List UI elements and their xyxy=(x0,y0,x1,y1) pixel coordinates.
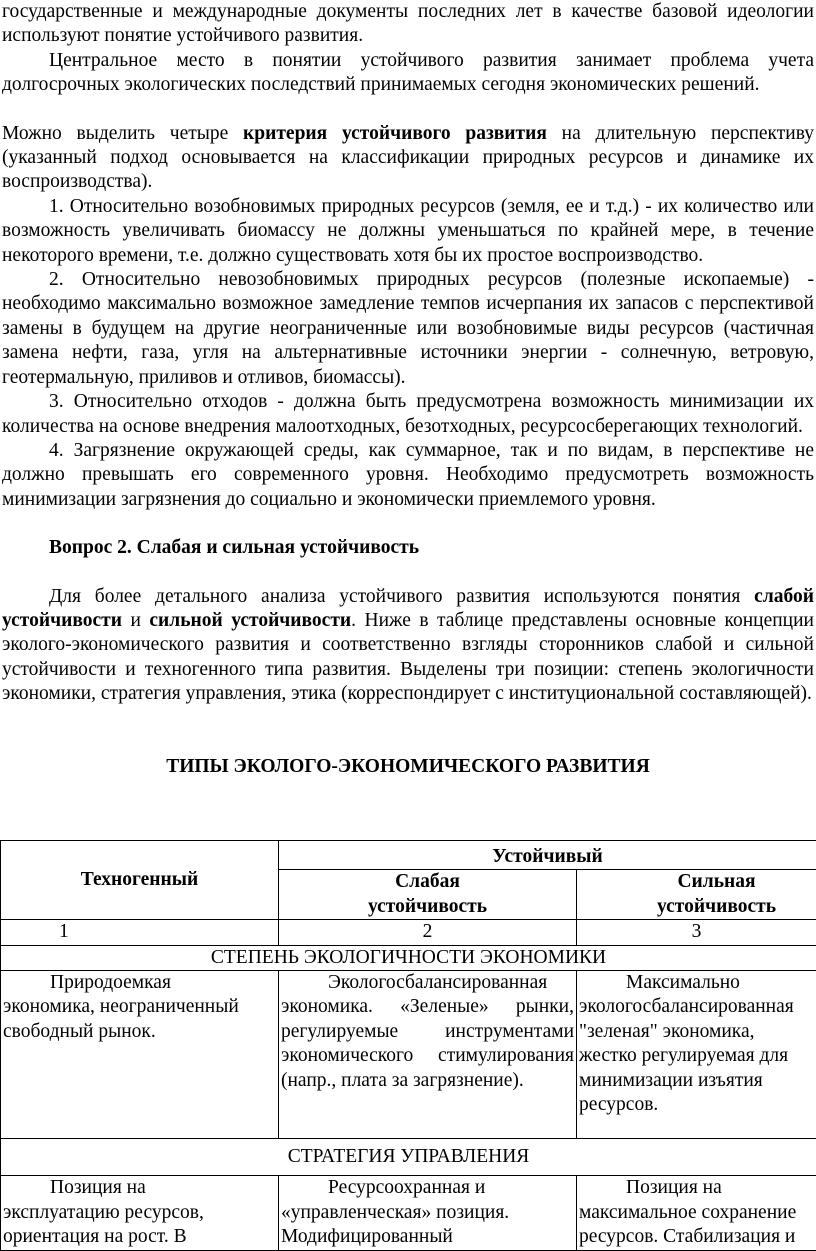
paragraph-weak-strong xyxy=(2,585,814,707)
header-strong xyxy=(577,870,816,920)
spacer xyxy=(2,512,814,536)
cell-line: Природоемкая xyxy=(3,971,276,995)
spacer xyxy=(2,707,814,731)
table-section-row xyxy=(1,1139,816,1176)
section-heading: Вопрос 2. Слабая и сильная устойчивость xyxy=(2,536,814,560)
section-ecology-degree: СТЕПЕНЬ ЭКОЛОГИЧНОСТИ ЭКОНОМИКИ xyxy=(1,945,816,970)
cell-line: Позиция на xyxy=(579,1176,814,1200)
cell-text: экономика, неограниченный свободный рынок. xyxy=(3,995,276,1044)
cell-weak-ecology xyxy=(279,971,577,1139)
cell-text: эксплуатацию ресурсов, ориентация на рост. В xyxy=(3,1201,276,1250)
criteria-term: критерия устойчивого развития xyxy=(243,123,547,144)
criteria-text-c: на длительную перспективу (указанный подход основывается на классификации природных ресурсов и динамике их воспроизводства). xyxy=(2,123,814,193)
cell-strong-strategy xyxy=(577,1176,816,1250)
ws-text-c: и xyxy=(122,610,149,631)
header-technogenic: Техногенный xyxy=(1,841,279,920)
criteria-item-3: 3. Относительно отходов - должна быть предусмотрена возможность минимизации их количества на основе внедрения малоотходных, безотходных, ресурсосберегающих технологий. xyxy=(2,390,814,439)
header-weak xyxy=(279,870,577,920)
header-strong-line2: устойчивость xyxy=(657,896,776,917)
table-section-row xyxy=(1,945,816,970)
paragraph-central: Центральное место в понятии устойчивого развития занимает проблема учета долгосрочных экологических последствий принимаемых сегодня экономических решений. xyxy=(2,49,814,98)
criteria-item-1: 1. Относительно возобновимых природных ресурсов (земля, ее и т.д.) - их количество или возможность увеличивать биомассу не должны уменьшаться по крайней мере, в течение некоторого времени, т.е. должно существовать хотя бы их простое воспроизводство. xyxy=(2,195,814,268)
cell-text: экологосбалансированная "зеленая" экономика, жестко регулируемая для минимизации изъятия ресурсов. xyxy=(579,995,814,1117)
header-weak-line1: Слабая xyxy=(395,871,460,892)
cell-text: максимальное сохранение ресурсов. Стабилизация и xyxy=(579,1201,814,1250)
cell-line: Позиция на xyxy=(3,1176,276,1200)
col-number-3: 3 xyxy=(577,920,816,945)
table-header-row-1 xyxy=(1,841,816,870)
ws-text-a: Для более детального анализа устойчивого развития используются понятия xyxy=(49,586,754,607)
cell-text: «управленческая» позиция. Модифицированный xyxy=(281,1201,574,1250)
header-strong-line1: Сильная xyxy=(677,871,755,892)
cell-weak-strategy xyxy=(279,1176,577,1250)
spacer xyxy=(2,561,814,585)
criteria-item-4: 4. Загрязнение окружающей среды, как суммарное, так и по видам, в перспективе не должно превышать его современного уровня. Необходимо предусмотреть возможность минимизации загрязнения до социально и экономически приемлемого уровня. xyxy=(2,439,814,512)
development-types-table xyxy=(0,840,816,1251)
paragraph-intro: государственные и международные документы последних лет в качестве базовой идеологии используют понятие устойчивого развития. xyxy=(2,0,814,49)
cell-text: экономика. «Зеленые» рынки, регулируемые инструментами экономического стимулирования (напр., плата за загрязнение). xyxy=(281,995,574,1093)
spacer xyxy=(2,731,814,755)
criteria-text-a: Можно выделить четыре xyxy=(2,123,243,144)
cell-strong-ecology xyxy=(577,971,816,1139)
spacer xyxy=(2,98,814,122)
section-management-strategy: СТРАТЕГИЯ УПРАВЛЕНИЯ xyxy=(1,1139,816,1176)
table-row xyxy=(1,971,816,1139)
ws-text-e: . Ниже в таблице представлены основные концепции эколого-экономического развития и соответственно взгляды сторонников слабой и сильной устойчивости и техногенного типа развития. Выделены три позиции: степень экологичности экономики, стратегия управления, этика (корреспондирует с институциональной составляющей). xyxy=(2,610,814,704)
cell-line: Ресурсоохранная и xyxy=(281,1176,574,1200)
header-weak-line2: устойчивость xyxy=(368,896,487,917)
table-number-row xyxy=(1,920,816,945)
cell-line: Максимально xyxy=(579,971,814,995)
cell-line: Экологосбалансированная xyxy=(281,971,574,995)
term-weak: слабой устойчивости xyxy=(2,586,814,631)
col-number-1: 1 xyxy=(1,920,279,945)
term-strong: сильной устойчивости xyxy=(149,610,351,631)
table-row xyxy=(1,1176,816,1250)
criteria-item-2: 2. Относительно невозобновимых природных ресурсов (полезные ископаемые) - необходимо максимально возможное замедление темпов исчерпания их запасов с перспективой замены в будущем на другие неограниченные или возобновимые виды ресурсов (частичная замена нефти, газа, угля на альтернативные источники энергии - солнечную, ветровую, геотермальную, приливов и отливов, биомассы). xyxy=(2,268,814,390)
paragraph-criteria xyxy=(2,122,814,195)
header-sustainable: Устойчивый xyxy=(279,841,816,870)
col-number-2: 2 xyxy=(279,920,577,945)
cell-technogenic-ecology xyxy=(1,971,279,1139)
cell-technogenic-strategy xyxy=(1,1176,279,1250)
table-title: ТИПЫ ЭКОЛОГО-ЭКОНОМИЧЕСКОГО РАЗВИТИЯ xyxy=(2,755,814,779)
